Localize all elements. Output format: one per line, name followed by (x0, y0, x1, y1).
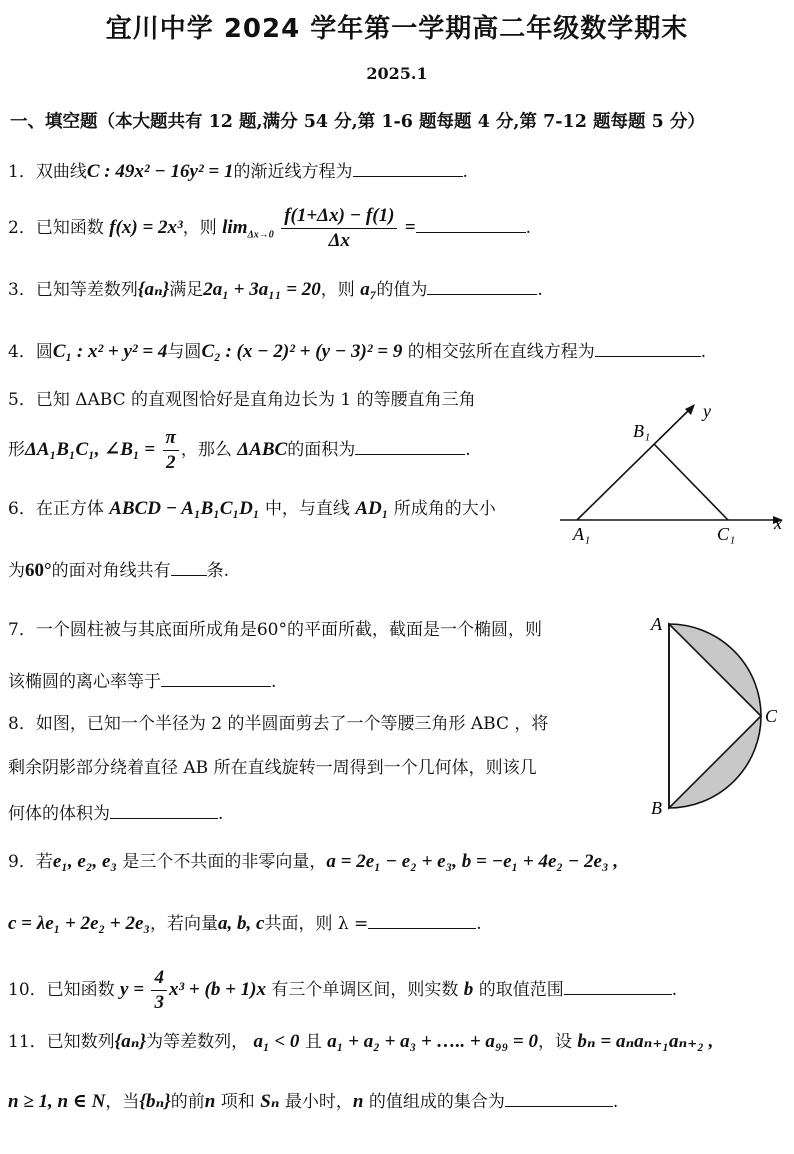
question-5-line-2: 形ΔA₁B₁C₁, ∠B₁ = $\frac{\pi}{2}$ ，那么 ΔABC的面积为 . (8, 427, 471, 473)
answer-blank[interactable] (353, 158, 463, 177)
label-b1: B₁ (633, 421, 651, 441)
question-7-line-2: 该椭圆的离心率等于 . (8, 668, 276, 694)
question-11-line-2: n ≥ 1, n ∈ N，当{bₙ}的前n 项和 Sₙ 最小时，n 的值组成的集合为 . (8, 1088, 618, 1114)
question-6-line-1: 6．在正方体 ABCD − A₁B₁C₁D₁ 中，与直线 AD₁ 所成角的大小 (8, 498, 496, 519)
limit-fraction: $\frac{f(1+\Delta x) - f(1)}{\Delta x}$ (281, 204, 397, 253)
question-8-line-3: 何体的体积为 . (8, 800, 223, 826)
label-b: B (651, 798, 662, 818)
question-8-line-2: 剩余阴影部分绕着直径 AB 所在直线旋转一周得到一个几何体，则该几 (8, 758, 537, 778)
exam-date: 2025.1 (366, 64, 428, 83)
question-7-line-1: 7．一个圆柱被与其底面所成角是60°的平面所截，截面是一个椭圆，则 (8, 620, 542, 640)
answer-blank[interactable] (595, 338, 701, 357)
answer-blank[interactable] (171, 557, 207, 576)
side-b1c1 (654, 444, 728, 520)
answer-blank[interactable] (564, 976, 672, 995)
label-x: x (774, 513, 782, 533)
answer-blank[interactable] (416, 214, 526, 233)
pi-over-2: $\frac{\pi}{2}$ (163, 426, 179, 475)
answer-blank[interactable] (161, 668, 271, 687)
label-a1: A₁ (573, 524, 591, 544)
question-6-line-2: 为60°的面对角线共有 条. (8, 557, 229, 583)
question-9-line-1: 9．若e₁, e₂, e₃ 是三个不共面的非零向量，a = 2e₁ − e₂ + e₃, b = −e₁ + 4e₂ − 2e₃ , (8, 851, 619, 872)
four-thirds: $\frac{4}{3}$ (151, 966, 167, 1015)
answer-blank[interactable] (355, 436, 465, 455)
exam-title: 宜川中学 2024 学年第一学期高二年级数学期末 (105, 14, 689, 44)
answer-blank[interactable] (368, 910, 476, 929)
question-2: 2．已知函数 f(x) = 2x³，则 $\lim_{\Delta x\to 0}$ $\frac{f(1+\Delta x) - f(1)}{\Delta x}$ = . (8, 205, 532, 251)
question-5-line-1: 5．已知 ΔABC 的直观图恰好是直角边长为 1 的等腰直角三角 (8, 390, 476, 410)
answer-blank[interactable] (505, 1088, 613, 1107)
question-10: 10．已知函数 y = $\frac{4}{3}$ x³ + (b + 1)x 有三个单调区间，则实数 b 的取值范围 . (8, 967, 678, 1013)
question-11-line-1: 11．已知数列{aₙ}为等差数列， a₁ < 0 且 a₁ + a₂ + a₃ + ….. + a₉₉ = 0，设 bₙ = aₙaₙ₊₁aₙ₊₂ , (8, 1031, 714, 1052)
section-heading: 一、填空题（本大题共有 12 题,满分 54 分,第 1-6 题每题 4 分,第 7-12 题每题 5 分） (10, 112, 705, 132)
oblique-triangle-figure (555, 395, 790, 545)
label-y: y (703, 401, 711, 421)
question-1: 1．双曲线C : 49x² − 16y² = 1的渐近线方程为 . (8, 158, 468, 184)
answer-blank[interactable] (427, 276, 537, 295)
question-3: 3．已知等差数列{aₙ}满足2a₁ + 3a₁₁ = 20，则 a₇的值为 . (8, 276, 543, 302)
question-8-line-1: 8．如图，已知一个半径为 2 的半圆面剪去了一个等腰三角形 ABC ，将 (8, 714, 549, 734)
semicircle-figure (645, 610, 790, 820)
label-c: C (765, 706, 778, 726)
label-a: A (651, 614, 662, 634)
answer-blank[interactable] (110, 800, 218, 819)
label-c1: C₁ (717, 524, 736, 544)
question-4: 4．圆C₁ : x² + y² = 4与圆C₂ : (x − 2)² + (y − 3)² = 9 的相交弦所在直线方程为 . (8, 338, 706, 364)
question-9-line-2: c = λe₁ + 2e₂ + 2e₃，若向量a, b, c共面，则 λ = . (8, 910, 482, 936)
